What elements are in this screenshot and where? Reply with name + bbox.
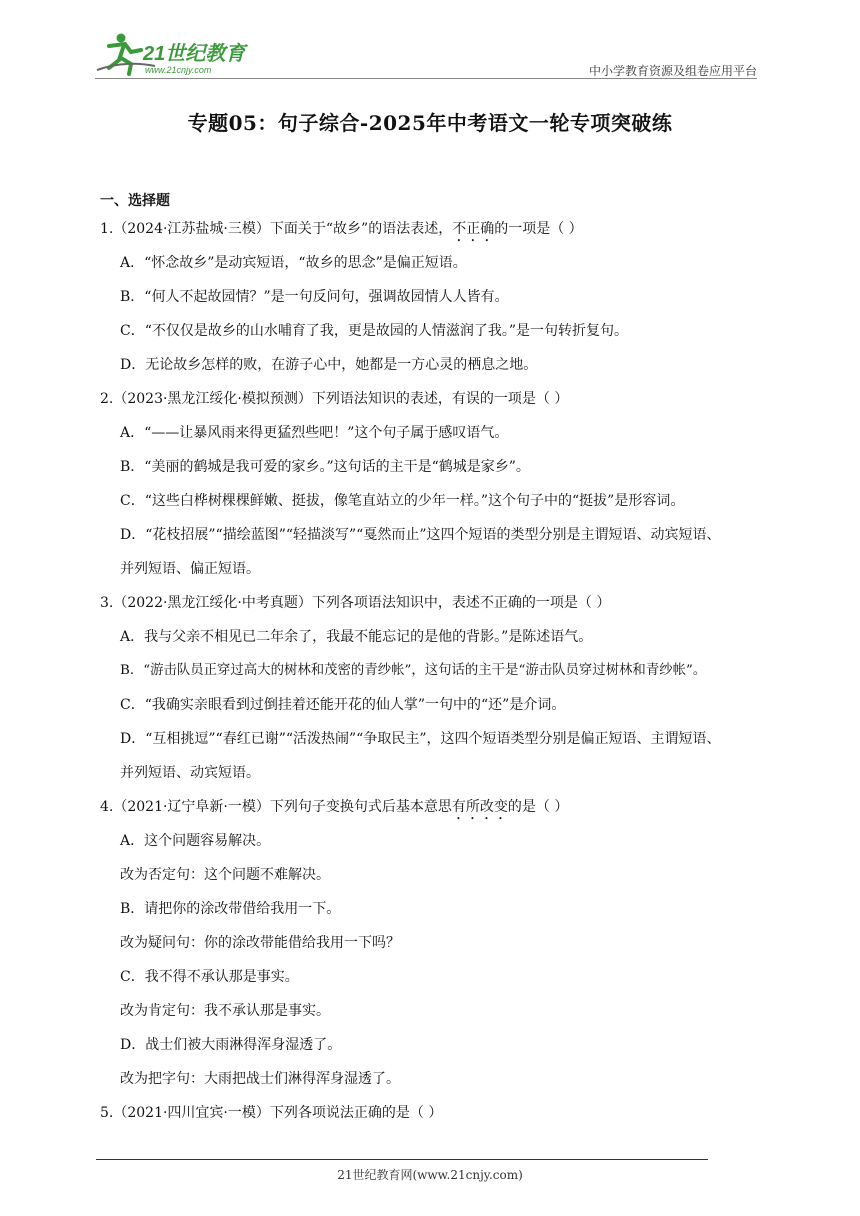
option-line: B．“何人不起故园情？”是一句反问句，强调故园情人人皆有。 [120, 289, 509, 305]
option-line: 改为否定句：这个问题不难解决。 [120, 867, 330, 883]
site-logo [95, 30, 265, 78]
header-divider [95, 78, 757, 79]
option-line: 并列短语、偏正短语。 [120, 561, 260, 577]
option-line: 改为把字句：大雨把战士们淋得浑身湿透了。 [120, 1071, 400, 1087]
stem-emphasis: 不正确 [452, 221, 495, 237]
stem-text: 的一项是（ ） [494, 221, 583, 237]
stem-emphasis: 有所改变 [451, 799, 508, 815]
question-list [100, 212, 770, 1130]
page-footer: 21世纪教育网(www.21cnjy.com) [337, 1168, 523, 1182]
question-stem [100, 790, 770, 824]
option-line: A．这个问题容易解决。 [120, 833, 271, 849]
footer-divider [96, 1159, 708, 1160]
stem-text: 1.（2024·江苏盐城·三模）下面关于“故乡”的语法表述， [100, 221, 453, 237]
question-stem: 2.（2023·黑龙江绥化·模拟预测）下列语法知识的表述，有误的一项是（ ） [100, 391, 569, 407]
logo-text: 21世纪教育 [143, 43, 246, 65]
option-line: D．“互相挑逗”“春红已谢”“活泼热闹”“争取民主”，这四个短语类型分别是偏正短语、主谓短语、 [120, 731, 721, 747]
option-line: B．“游击队员正穿过高大的树林和茂密的青纱帐”，这句话的主干是“游击队员穿过树林和青纱帐”。 [120, 663, 707, 678]
option-line: C．“不仅仅是故乡的山水哺育了我，更是故园的人情滋润了我。”是一句转折复句。 [120, 323, 629, 339]
option-line: 改为疑问句：你的涂改带能借给我用一下吗？ [120, 935, 400, 951]
option-line: D．“花枝招展”“描绘蓝图”“轻描淡写”“戛然而止”这四个短语的类型分别是主谓短语、动宾短语、 [120, 527, 721, 543]
option-line: D．战士们被大雨淋得浑身湿透了。 [120, 1037, 342, 1053]
option-line: D．无论故乡怎样的败，在游子心中，她都是一方心灵的栖息之地。 [120, 357, 538, 373]
option-line: A．“——让暴风雨来得更猛烈些吧！”这个句子属于感叹语气。 [120, 425, 509, 441]
platform-name: 中小学教育资源及组卷应用平台 [588, 64, 757, 78]
option-line: A．我与父亲不相见已二年余了，我最不能忘记的是他的背影。”是陈述语气。 [120, 629, 593, 645]
option-line: 并列短语、动宾短语。 [120, 765, 260, 781]
stem-text: 4.（2021·辽宁阜新·一模）下列句子变换句式后基本意思 [100, 799, 452, 815]
option-line: 改为肯定句：我不承认那是事实。 [120, 1003, 330, 1019]
question-stem: 5.（2021·四川宜宾·一模）下列各项说法正确的是（ ） [100, 1105, 443, 1121]
option-line: B．“美丽的鹤城是我可爱的家乡。”这句话的主干是“鹤城是家乡”。 [120, 459, 530, 475]
question-stem: 3.（2022·黑龙江绥化·中考真题）下列各项语法知识中，表述不正确的一项是（ ） [100, 595, 611, 611]
question-stem [100, 212, 770, 246]
option-line: A．“怀念故乡”是动宾短语，“故乡的思念”是偏正短语。 [120, 255, 467, 271]
page-title: 专题05：句子综合-2025年中考语文一轮专项突破练 [187, 111, 673, 135]
logo-url: www.21cnjy.com [145, 65, 212, 75]
option-line: B．请把你的涂改带借给我用一下。 [120, 901, 341, 917]
option-line: C．“我确实亲眼看到过倒挂着还能开花的仙人掌”一句中的“还”是介词。 [120, 697, 566, 713]
option-line: C．“这些白桦树棵棵鲜嫩、挺拔，像笔直站立的少年一样。”这个句子中的“挺拔”是形容词。 [120, 493, 685, 509]
section-heading: 一、选择题 [100, 193, 170, 209]
stem-text: 的是（ ） [507, 799, 569, 815]
option-line: C．我不得不承认那是事实。 [120, 969, 299, 985]
page-header [95, 30, 757, 80]
